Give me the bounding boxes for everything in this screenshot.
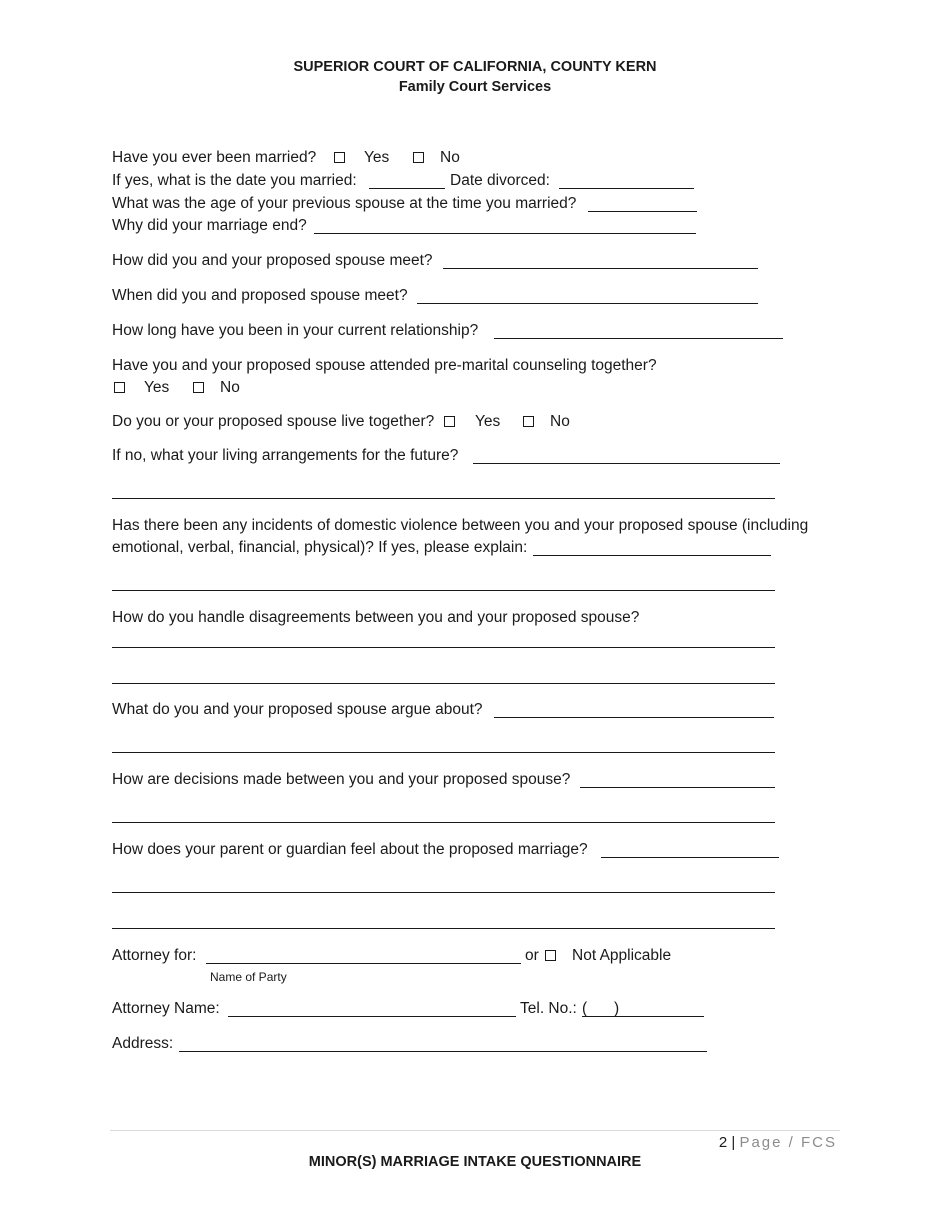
disagreements-field[interactable]	[112, 647, 775, 648]
court-title: SUPERIOR COURT OF CALIFORNIA, COUNTY KERN	[293, 59, 657, 75]
decisions-field[interactable]	[580, 787, 775, 788]
q-how-meet-label: How did you and your proposed spouse meet?	[112, 252, 433, 269]
live-together-yes-checkbox[interactable]	[444, 416, 455, 427]
q-ever-married-label: Have you ever been married?	[112, 149, 317, 166]
argue-field-2[interactable]	[112, 752, 775, 753]
q-living-arrangements-label: If no, what your living arrangements for the future?	[112, 447, 459, 464]
date-married-field[interactable]	[369, 188, 445, 189]
counseling-no-checkbox[interactable]	[193, 382, 204, 393]
page-number: 2	[718, 1134, 728, 1151]
page-label: Page / FCS	[739, 1134, 837, 1151]
why-end-field[interactable]	[314, 233, 696, 234]
q-previous-spouse-age-label: What was the age of your previous spouse at the time you married?	[112, 195, 577, 212]
parent-feel-field-3[interactable]	[112, 928, 775, 929]
address-label: Address:	[112, 1035, 174, 1052]
how-long-field[interactable]	[494, 338, 783, 339]
decisions-field-2[interactable]	[112, 822, 775, 823]
q-parent-feel-label: How does your parent or guardian feel about the proposed marriage?	[112, 841, 588, 858]
parent-feel-field-2[interactable]	[112, 892, 775, 893]
married-no-label: No	[440, 149, 460, 166]
domestic-violence-field[interactable]	[533, 555, 771, 556]
live-together-no-checkbox[interactable]	[523, 416, 534, 427]
division-title: Family Court Services	[398, 79, 552, 95]
living-arrangements-field-2[interactable]	[112, 498, 775, 499]
counseling-yes-label: Yes	[144, 379, 170, 396]
q-date-married-label: If yes, what is the date you married:	[112, 172, 357, 189]
q-disagreements-label: How do you handle disagreements between you and your proposed spouse?	[112, 609, 640, 626]
page-separator: |	[731, 1134, 736, 1151]
argue-field[interactable]	[494, 717, 774, 718]
page-indicator	[719, 1134, 837, 1152]
form-title: MINOR(S) MARRIAGE INTAKE QUESTIONNAIRE	[308, 1154, 642, 1170]
q-live-together-label: Do you or your proposed spouse live together?	[112, 413, 435, 430]
live-together-yes-label: Yes	[475, 413, 501, 430]
address-field[interactable]	[179, 1051, 707, 1052]
tel-no-field[interactable]	[582, 1016, 704, 1017]
married-no-checkbox[interactable]	[413, 152, 424, 163]
q-how-long-label: How long have you been in your current relationship?	[112, 322, 479, 339]
tel-open-paren: (	[582, 1000, 588, 1017]
q-date-divorced-label: Date divorced:	[450, 172, 550, 189]
attorney-for-field[interactable]	[206, 963, 521, 964]
name-of-party-caption: Name of Party	[210, 970, 287, 984]
counseling-no-label: No	[220, 379, 240, 396]
q-counseling-label: Have you and your proposed spouse attended pre-marital counseling together?	[112, 357, 657, 374]
when-meet-field[interactable]	[417, 303, 758, 304]
domestic-violence-field-2[interactable]	[112, 590, 775, 591]
or-label: or	[525, 947, 539, 964]
married-yes-label: Yes	[364, 149, 390, 166]
live-together-no-label: No	[550, 413, 570, 430]
q-argue-label: What do you and your proposed spouse argue about?	[112, 701, 483, 718]
tel-no-label: Tel. No.:	[520, 1000, 577, 1017]
counseling-yes-checkbox[interactable]	[114, 382, 125, 393]
q-domestic-violence-label-2: emotional, verbal, financial, physical)? If yes, please explain:	[112, 539, 528, 556]
parent-feel-field[interactable]	[601, 857, 779, 858]
q-domestic-violence-label: Has there been any incidents of domestic violence between you and your proposed spouse (including	[112, 517, 809, 534]
married-yes-checkbox[interactable]	[334, 152, 345, 163]
not-applicable-label: Not Applicable	[572, 947, 672, 964]
disagreements-field-2[interactable]	[112, 683, 775, 684]
how-meet-field[interactable]	[443, 268, 758, 269]
attorney-name-label: Attorney Name:	[112, 1000, 220, 1017]
q-when-meet-label: When did you and proposed spouse meet?	[112, 287, 408, 304]
q-decisions-label: How are decisions made between you and your proposed spouse?	[112, 771, 571, 788]
previous-spouse-age-field[interactable]	[588, 211, 697, 212]
date-divorced-field[interactable]	[559, 188, 694, 189]
attorney-for-label: Attorney for:	[112, 947, 197, 964]
tel-close-paren: )	[614, 1000, 620, 1017]
q-why-end-label: Why did your marriage end?	[112, 217, 307, 234]
not-applicable-checkbox[interactable]	[545, 950, 556, 961]
footer-divider	[110, 1130, 840, 1131]
attorney-name-field[interactable]	[228, 1016, 516, 1017]
living-arrangements-field[interactable]	[473, 463, 780, 464]
